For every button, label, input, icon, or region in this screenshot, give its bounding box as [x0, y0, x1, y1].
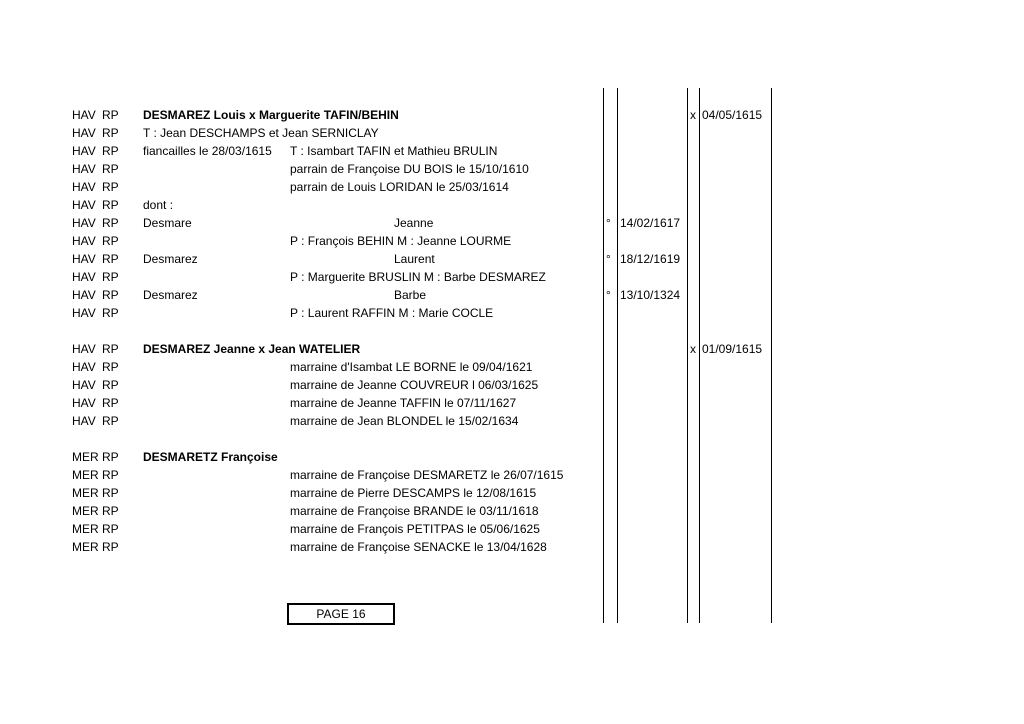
- table-row: [0, 106, 1024, 124]
- record-type: RP: [102, 450, 119, 464]
- record-type: RP: [102, 216, 119, 230]
- table-row: [0, 178, 1024, 196]
- entry-detail: marraine de Pierre DESCAMPS le 12/08/1615: [290, 486, 537, 500]
- record-type: RP: [102, 126, 119, 140]
- record-type: RP: [102, 198, 119, 212]
- entry-detail: marraine de Françoise BRANDE le 03/11/1618: [290, 504, 539, 518]
- place-code: MER: [72, 522, 99, 536]
- place-code: HAV: [72, 378, 96, 392]
- marriage-date: 04/05/1615: [702, 108, 763, 122]
- baptism-date: 14/02/1617: [620, 216, 681, 230]
- entry-name: Desmare: [143, 216, 192, 230]
- table-row: [0, 268, 1024, 286]
- baptism-mark: °: [606, 252, 611, 266]
- table-row: [0, 232, 1024, 250]
- table-row: [0, 142, 1024, 160]
- entry-detail: T : Isambart TAFIN et Mathieu BRULIN: [290, 144, 498, 158]
- table-row: [0, 286, 1024, 304]
- place-code: HAV: [72, 360, 96, 374]
- table-row: [0, 538, 1024, 556]
- place-code: MER: [72, 486, 99, 500]
- record-type: RP: [102, 342, 119, 356]
- record-type: RP: [102, 288, 119, 302]
- baptism-date: 18/12/1619: [620, 252, 681, 266]
- page-number: PAGE 16: [316, 607, 366, 621]
- baptism-mark: °: [606, 216, 611, 230]
- place-code: HAV: [72, 216, 96, 230]
- place-code: HAV: [72, 108, 96, 122]
- record-type: RP: [102, 360, 119, 374]
- table-row: [0, 502, 1024, 520]
- table-row: [0, 340, 1024, 358]
- record-type: RP: [102, 504, 119, 518]
- record-type: RP: [102, 252, 119, 266]
- place-code: HAV: [72, 414, 96, 428]
- table-row: [0, 196, 1024, 214]
- place-code: HAV: [72, 180, 96, 194]
- entry-detail: marraine de Françoise DESMARETZ le 26/07/1615: [290, 468, 564, 482]
- table-row: [0, 394, 1024, 412]
- child-first-name: Barbe: [394, 288, 427, 302]
- entry-detail: marraine de Jean BLONDEL le 15/02/1634: [290, 414, 519, 428]
- page-number-box: [287, 603, 395, 625]
- marriage-date: 01/09/1615: [702, 342, 763, 356]
- place-code: HAV: [72, 270, 96, 284]
- record-type: RP: [102, 486, 119, 500]
- entry-name: T : Jean DESCHAMPS et Jean SERNICLAY: [143, 126, 379, 140]
- entry-name: DESMARETZ Françoise: [143, 450, 278, 464]
- entry-name: Desmarez: [143, 252, 198, 266]
- record-type: RP: [102, 306, 119, 320]
- record-type: RP: [102, 396, 119, 410]
- record-type: RP: [102, 522, 119, 536]
- record-type: RP: [102, 180, 119, 194]
- place-code: HAV: [72, 306, 96, 320]
- entry-detail: P : Laurent RAFFIN M : Marie COCLE: [290, 306, 494, 320]
- table-row: [0, 358, 1024, 376]
- entry-detail: marraine d'Isambat LE BORNE le 09/04/1621: [290, 360, 533, 374]
- child-first-name: Jeanne: [394, 216, 434, 230]
- entry-detail: marraine de François PETITPAS le 05/06/1625: [290, 522, 540, 536]
- place-code: MER: [72, 504, 99, 518]
- place-code: HAV: [72, 288, 96, 302]
- record-type: RP: [102, 414, 119, 428]
- entry-detail: marraine de Jeanne TAFFIN le 07/11/1627: [290, 396, 517, 410]
- child-first-name: Laurent: [394, 252, 435, 266]
- entry-name: DESMAREZ Jeanne x Jean WATELIER: [143, 342, 361, 356]
- table-row: [0, 250, 1024, 268]
- table-row: [0, 376, 1024, 394]
- place-code: MER: [72, 450, 99, 464]
- table-row: [0, 160, 1024, 178]
- table-row: [0, 448, 1024, 466]
- place-code: HAV: [72, 342, 96, 356]
- entry-detail: parrain de Louis LORIDAN le 25/03/1614: [290, 180, 509, 194]
- marriage-mark: x: [690, 108, 696, 122]
- record-type: RP: [102, 378, 119, 392]
- place-code: HAV: [72, 162, 96, 176]
- place-code: HAV: [72, 252, 96, 266]
- table-row: [0, 484, 1024, 502]
- record-type: RP: [102, 234, 119, 248]
- record-type: RP: [102, 270, 119, 284]
- entry-name: dont :: [143, 198, 174, 212]
- record-type: RP: [102, 162, 119, 176]
- entry-detail: P : François BEHIN M : Jeanne LOURME: [290, 234, 512, 248]
- entry-detail: parrain de Françoise DU BOIS le 15/10/1610: [290, 162, 529, 176]
- entry-detail: marraine de Françoise SENACKE le 13/04/1628: [290, 540, 547, 554]
- record-type: RP: [102, 468, 119, 482]
- place-code: HAV: [72, 144, 96, 158]
- table-row: [0, 214, 1024, 232]
- entry-detail: P : Marguerite BRUSLIN M : Barbe DESMAREZ: [290, 270, 546, 284]
- table-row: [0, 412, 1024, 430]
- baptism-date: 13/10/1324: [620, 288, 681, 302]
- table-row: [0, 124, 1024, 142]
- table-row: [0, 466, 1024, 484]
- record-type: RP: [102, 540, 119, 554]
- record-type: RP: [102, 144, 119, 158]
- entry-name: Desmarez: [143, 288, 198, 302]
- entry-name: fiancailles le 28/03/1615: [143, 144, 272, 158]
- place-code: HAV: [72, 198, 96, 212]
- entry-name: DESMAREZ Louis x Marguerite TAFIN/BEHIN: [143, 108, 399, 122]
- record-type: RP: [102, 108, 119, 122]
- place-code: HAV: [72, 234, 96, 248]
- baptism-mark: °: [606, 288, 611, 302]
- place-code: HAV: [72, 396, 96, 410]
- place-code: HAV: [72, 126, 96, 140]
- table-row: [0, 304, 1024, 322]
- table-row: [0, 520, 1024, 538]
- entry-detail: marraine de Jeanne COUVREUR l 06/03/1625: [290, 378, 539, 392]
- place-code: MER: [72, 468, 99, 482]
- marriage-mark: x: [690, 342, 696, 356]
- place-code: MER: [72, 540, 99, 554]
